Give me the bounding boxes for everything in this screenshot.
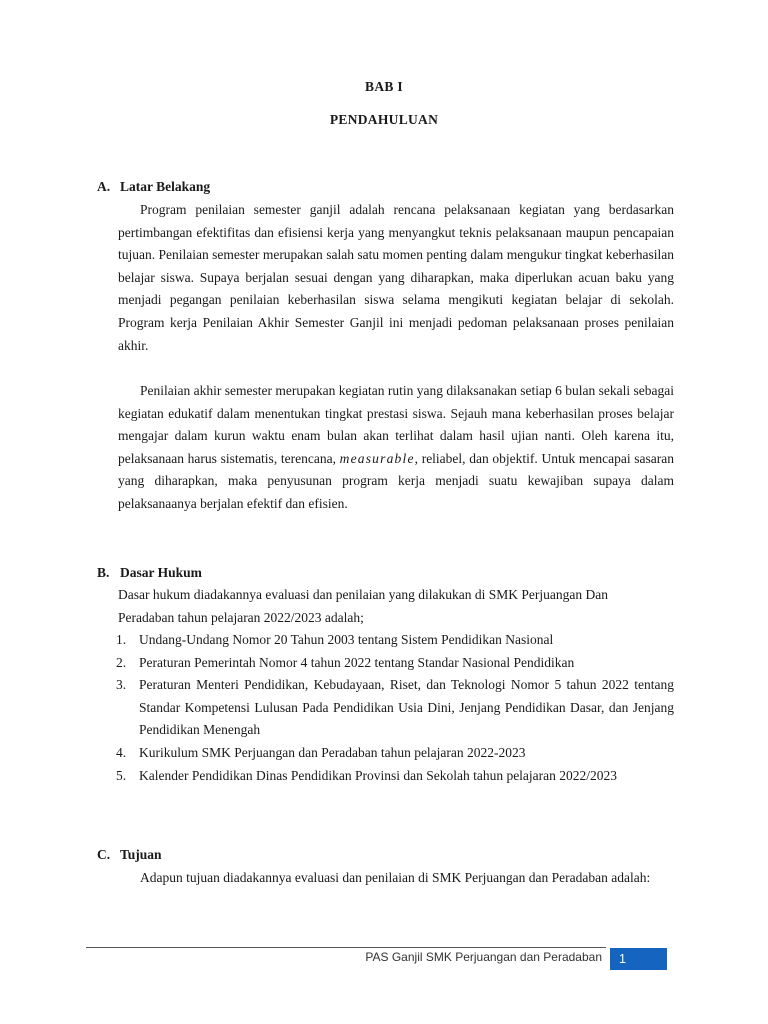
section-c-title: Tujuan [120, 847, 162, 862]
list-item-number: 5. [116, 767, 127, 783]
section-c-paragraph [118, 867, 674, 890]
measurable-term: measurable [339, 450, 415, 466]
list-item-number: 2. [116, 654, 127, 670]
section-a-heading [97, 179, 210, 195]
section-a-letter: A. [97, 179, 111, 194]
section-a-paragraph-2-start: Penilaian akhir semester merupakan kegiatan rutin yang dilaksanakan setiap 6 bulan sekali sebagai kegiatan edukatif dalam menentukan tingkat prestasi siswa. Sejauh mana keberhasilan proses belajar mengajar dalam kurun waktu enam bulan akan terlihat dalam hasil ujian nanti. Oleh karena itu, pelaksanaan harus sistematis, terencana, [118, 383, 674, 466]
section-a-paragraph-1-text: Program penilaian semester ganjil adalah rencana pelaksanaan kegiatan yang berdasarkan pertimbangan efektifitas dan efisiensi kerja yang menyangkut teknis pelaksanaan maupun pencapaian tujuan. Penilaian semester merupakan salah satu momen penting dalam mengukur tingkat keberhasilan belajar siswa. Supaya berjalan sesuai dengan yang diharapkan, maka diperlukan acuan baku yang menjadi pegangan penilaian keberhasilan siswa selama mengikuti kegiatan belajar di sekolah. Program kerja Penilaian Akhir Semester Ganjil ini menjadi pedoman pelaksanaan proses penilaian akhir. [118, 202, 674, 353]
list-item [116, 652, 674, 675]
list-item-text: Peraturan Menteri Pendidikan, Kebudayaan, Riset, dan Teknologi Nomor 5 tahun 2022 tentang Standar Kompetensi Lulusan Pada Pendidikan Usia Dini, Jenjang Pendidikan Dasar, dan Jenjang Pendidikan Menengah [139, 677, 674, 738]
section-a-title: Latar Belakang [120, 179, 211, 194]
chapter-title: PENDAHULUAN [329, 112, 439, 127]
section-c-heading [97, 847, 162, 863]
list-item [116, 765, 674, 788]
section-b-intro: Dasar hukum diadakannya evaluasi dan penilaian yang dilakukan di SMK Perjuangan Dan Peradaban tahun pelajaran 2022/2023 adalah; [118, 587, 608, 625]
list-item [116, 742, 674, 765]
footer-rule [86, 947, 606, 948]
section-c-paragraph-text: Adapun tujuan diadakannya evaluasi dan penilaian di SMK Perjuangan dan Peradaban adalah: [140, 870, 651, 885]
section-a-paragraph-1 [118, 199, 674, 357]
chapter-number: BAB I [365, 79, 403, 94]
section-c-letter: C. [97, 847, 111, 862]
section-b-heading [97, 565, 202, 581]
list-item-number: 3. [116, 677, 127, 693]
legal-basis-list [116, 629, 674, 787]
page-number-badge [610, 948, 667, 970]
section-a-paragraph-2 [118, 380, 674, 516]
list-item-number: 4. [116, 744, 127, 760]
section-b-letter: B. [97, 565, 110, 580]
section-a-paragraph-2-end: , reliabel, dan objektif. Untuk mencapai sasaran yang diharapkan, maka penyusunan program kerja menjadi suatu kewajiban supaya dalam pelaksanaanya berjalan efektif dan efisien. [118, 450, 674, 511]
list-item-text: Undang-Undang Nomor 20 Tahun 2003 tentang Sistem Pendidikan Nasional [139, 632, 554, 647]
list-item [116, 674, 674, 742]
page-number: 1 [619, 952, 626, 966]
section-b-title: Dasar Hukum [120, 565, 202, 580]
list-item-text: Peraturan Pemerintah Nomor 4 tahun 2022 tentang Standar Nasional Pendidikan [139, 654, 575, 670]
list-item-text: Kalender Pendidikan Dinas Pendidikan Provinsi dan Sekolah tahun pelajaran 2022/2023 [139, 767, 618, 783]
list-item-number: 1. [116, 632, 127, 647]
list-item-text: Kurikulum SMK Perjuangan dan Peradaban tahun pelajaran 2022-2023 [139, 744, 526, 760]
footer-title: PAS Ganjil SMK Perjuangan dan Peradaban [365, 950, 602, 964]
list-item [116, 629, 674, 652]
